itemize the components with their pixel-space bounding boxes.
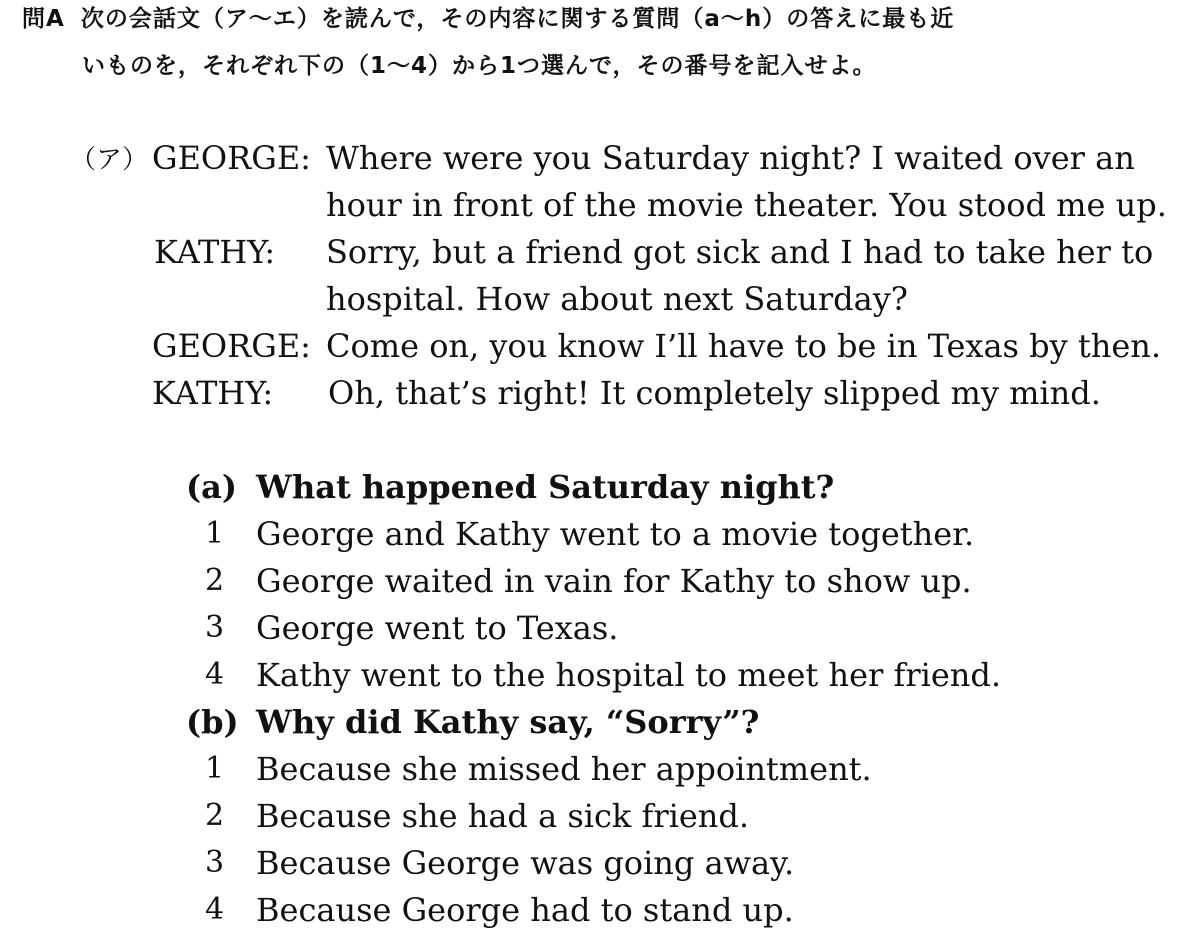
dialogue-line: Come on, you know I’ll have to be in Texas by then. xyxy=(326,327,1162,365)
option-number: 4 xyxy=(205,657,225,692)
option-text: George and Kathy went to a movie together. xyxy=(256,515,975,553)
speaker-kathy-1: KATHY: xyxy=(154,233,276,271)
option-text: Because George was going away. xyxy=(256,844,795,882)
dialogue-line: Oh, that’s right! It completely slipped my mind. xyxy=(328,374,1101,412)
question-b-text: Why did Kathy say, “Sorry”? xyxy=(256,703,760,741)
question-b-label: (b) xyxy=(186,703,239,741)
option-number: 2 xyxy=(205,563,225,598)
option-number: 3 xyxy=(205,610,225,645)
speaker-kathy-2: KATHY: xyxy=(152,374,274,412)
option-text: Kathy went to the hospital to meet her friend. xyxy=(256,656,1002,694)
instructions-line-1 xyxy=(22,4,954,34)
option-number: 4 xyxy=(205,892,225,927)
speaker-george-2: GEORGE: xyxy=(152,327,311,365)
option-text: George waited in vain for Kathy to show up. xyxy=(256,562,972,600)
dialogue-line: Where were you Saturday night? I waited over an xyxy=(326,139,1135,177)
dialogue-label: （ア） xyxy=(70,145,149,175)
option-number: 3 xyxy=(205,845,225,880)
option-number: 2 xyxy=(205,798,225,833)
option-number: 1 xyxy=(205,516,225,551)
option-text: George went to Texas. xyxy=(256,609,619,647)
option-text: Because George had to stand up. xyxy=(256,891,794,929)
dialogue-line: hour in front of the movie theater. You stood me up. xyxy=(326,186,1167,224)
option-text: Because she missed her appointment. xyxy=(256,750,872,788)
dialogue-line: hospital. How about next Saturday? xyxy=(326,280,908,318)
question-section-label: 問A xyxy=(22,6,65,32)
option-text: Because she had a sick friend. xyxy=(256,797,750,835)
instructions-text-1: 次の会話文（ア〜エ）を読んで，その内容に関する質問（a〜h）の答えに最も近 xyxy=(80,6,955,32)
question-a-label: (a) xyxy=(186,468,238,506)
question-a-text: What happened Saturday night? xyxy=(256,468,835,506)
speaker-george-1: GEORGE: xyxy=(152,139,311,177)
option-number: 1 xyxy=(205,751,225,786)
dialogue-line: Sorry, but a friend got sick and I had to take her to xyxy=(326,233,1154,271)
instructions-line-2: いものを，それぞれ下の（1〜4）から1つ選んで，その番号を記入せよ。 xyxy=(82,53,877,79)
